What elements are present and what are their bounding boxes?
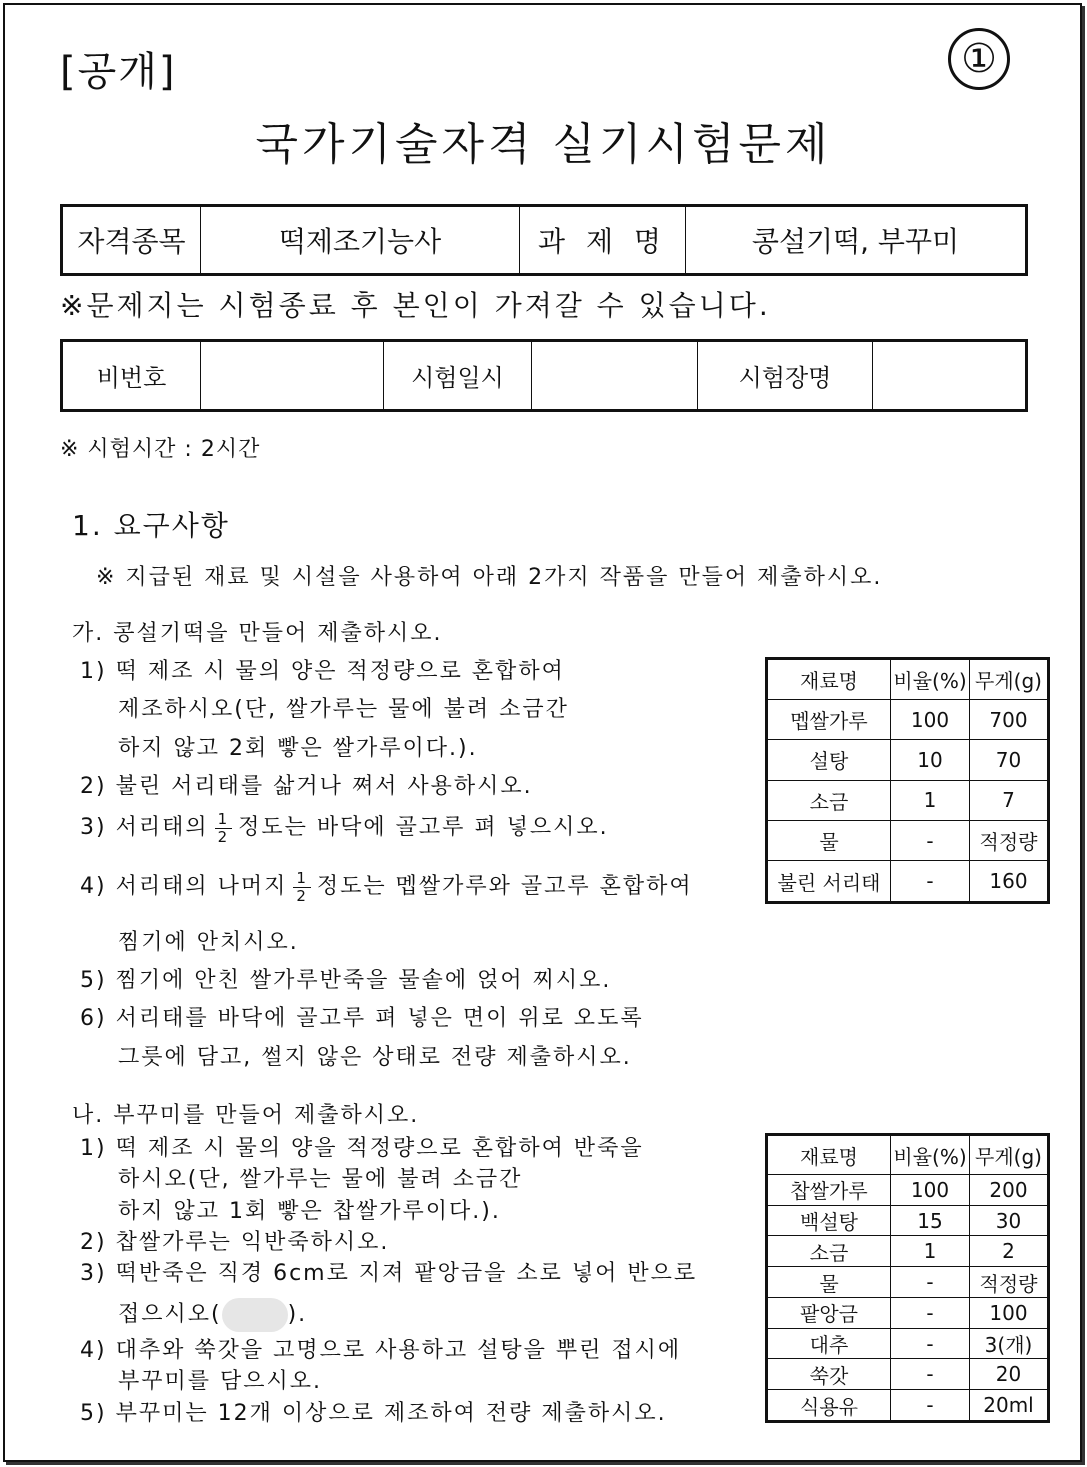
part-a-item-3-end: 정도는 바닥에 골고루 펴 넣으시오. — [238, 815, 609, 840]
part-b-title: 나. 부꾸미를 만들어 제출하시오. — [72, 1103, 420, 1128]
exam-site-label: 시험장명 — [698, 341, 873, 411]
qualification-value: 떡제조기능사 — [201, 206, 520, 275]
table-cell: 1 — [891, 780, 970, 820]
table-cell: - — [891, 1390, 970, 1422]
part-a-item-1: 1) 떡 제조 시 물의 양은 적정량으로 혼합하여 — [80, 659, 565, 684]
table-cell: - — [891, 1328, 970, 1359]
part-b-item-3-end: ). — [287, 1302, 308, 1327]
part-a-item-2: 2) 불린 서리태를 삶거나 쪄서 사용하시오. — [80, 774, 533, 799]
table-cell: 식용유 — [767, 1390, 891, 1422]
table-cell: 소금 — [767, 1236, 891, 1267]
part-b-item-3: 3) 떡반죽은 직경 6cm로 지져 팥앙금을 소로 넣어 반으로 — [80, 1261, 698, 1286]
table-cell: - — [891, 820, 970, 860]
part-b-item-1-cont: 하시오(단, 쌀가루는 물에 불려 소금간 — [118, 1167, 523, 1192]
part-b-item-4: 4) 대추와 쑥갓을 고명으로 사용하고 설탕을 뿌린 접시에 — [80, 1338, 682, 1363]
table-cell: 200 — [970, 1175, 1049, 1206]
table-cell: 백설탕 — [767, 1205, 891, 1236]
seat-number-label: 비번호 — [62, 341, 201, 411]
table-cell: - — [891, 861, 970, 903]
part-b-item-3-start: 접으시오( — [118, 1302, 222, 1327]
redacted-image — [222, 1298, 288, 1332]
exam-info-table — [60, 339, 1028, 412]
part-a-item-5: 5) 찜기에 안친 쌀가루반죽을 물솥에 얹어 찌시오. — [80, 968, 612, 993]
task-name-label: 과 제 명 — [520, 206, 686, 275]
ingredients-table-a — [765, 657, 1050, 904]
table-cell: - — [891, 1359, 970, 1390]
table-cell: 물 — [767, 820, 891, 860]
table-cell: 100 — [891, 1175, 970, 1206]
table-cell: 7 — [970, 780, 1049, 820]
table-cell: 15 — [891, 1205, 970, 1236]
part-a-item-4-end: 정도는 멥쌀가루와 골고루 혼합하여 — [316, 874, 693, 899]
table-cell: 2 — [970, 1236, 1049, 1267]
header-ratio: 비율(%) — [891, 659, 970, 700]
header-ingredient: 재료명 — [767, 1135, 891, 1175]
table-cell: 20 — [970, 1359, 1049, 1390]
table-cell: 160 — [970, 861, 1049, 903]
part-b-item-3-cont — [118, 1297, 307, 1332]
requirements-heading: 1. 요구사항 — [72, 509, 230, 542]
table-cell: 불린 서리태 — [767, 861, 891, 903]
task-name-value: 콩설기떡, 부꾸미 — [686, 206, 1027, 275]
table-cell: 설탕 — [767, 740, 891, 780]
table-cell: 1 — [891, 1236, 970, 1267]
table-cell: 물 — [767, 1267, 891, 1298]
page-title: 국가기술자격 실기시험문제 — [255, 119, 832, 170]
public-tag: [공개] — [60, 49, 177, 95]
fraction-half: $\frac{1}{2}$ — [215, 811, 233, 846]
header-ratio: 비율(%) — [891, 1135, 970, 1175]
qualification-table — [60, 204, 1028, 276]
header-weight: 무게(g) — [970, 1135, 1049, 1175]
part-a-item-3 — [80, 810, 609, 846]
table-cell: 쑥갓 — [767, 1359, 891, 1390]
table-cell: 적정량 — [970, 820, 1049, 860]
seat-number-field[interactable] — [201, 341, 384, 411]
part-a-item-6-cont: 그릇에 담고, 썰지 않은 상태로 전량 제출하시오. — [118, 1045, 632, 1070]
part-a-item-6: 6) 서리태를 바닥에 골고루 펴 넣은 면이 위로 오도록 — [80, 1006, 644, 1031]
part-a-item-1-cont: 하지 않고 2회 빻은 쌀가루이다.). — [118, 736, 478, 761]
table-cell: 적정량 — [970, 1267, 1049, 1298]
table-cell: 찹쌀가루 — [767, 1175, 891, 1206]
table-cell: 20ml — [970, 1390, 1049, 1422]
table-cell: 100 — [891, 700, 970, 740]
qualification-label: 자격종목 — [62, 206, 201, 275]
table-cell: 소금 — [767, 780, 891, 820]
table-cell: 대추 — [767, 1328, 891, 1359]
part-a-item-4-cont: 찜기에 안치시오. — [118, 930, 299, 955]
exam-date-label: 시험일시 — [384, 341, 532, 411]
part-a-title: 가. 콩설기떡을 만들어 제출하시오. — [72, 621, 443, 646]
table-cell: - — [891, 1267, 970, 1298]
part-a-item-3-start: 3) 서리태의 — [80, 815, 209, 840]
notice-text: ※문제지는 시험종료 후 본인이 가져갈 수 있습니다. — [60, 289, 771, 322]
page-number-circle: ① — [948, 28, 1010, 90]
part-a-item-4-start: 4) 서리태의 나머지 — [80, 874, 288, 899]
table-cell: 팥앙금 — [767, 1297, 891, 1328]
part-b-item-2: 2) 찹쌀가루는 익반죽하시오. — [80, 1230, 390, 1255]
part-b-item-4-cont: 부꾸미를 담으시오. — [118, 1369, 323, 1394]
table-cell: 70 — [970, 740, 1049, 780]
exam-site-field[interactable] — [873, 341, 1027, 411]
table-cell: - — [891, 1297, 970, 1328]
table-cell: 700 — [970, 700, 1049, 740]
part-b-item-1: 1) 떡 제조 시 물의 양을 적정량으로 혼합하여 반죽을 — [80, 1136, 644, 1161]
exam-date-field[interactable] — [532, 341, 698, 411]
part-b-item-5: 5) 부꾸미는 12개 이상으로 제조하여 전량 제출하시오. — [80, 1401, 667, 1426]
exam-time: ※ 시험시간 : 2시간 — [60, 437, 261, 462]
ingredients-table-b — [765, 1133, 1050, 1423]
requirements-intro: ※ 지급된 재료 및 시설을 사용하여 아래 2가지 작품을 만들어 제출하시오. — [96, 565, 883, 590]
part-a-item-1-cont: 제조하시오(단, 쌀가루는 물에 불려 소금간 — [118, 697, 569, 722]
fraction-half: $\frac{1}{2}$ — [293, 870, 311, 905]
header-weight: 무게(g) — [970, 659, 1049, 700]
table-cell: 100 — [970, 1297, 1049, 1328]
table-cell: 3(개) — [970, 1328, 1049, 1359]
part-a-item-4 — [80, 869, 693, 905]
table-cell: 멥쌀가루 — [767, 700, 891, 740]
header-ingredient: 재료명 — [767, 659, 891, 700]
part-b-item-1-cont: 하지 않고 1회 빻은 찹쌀가루이다.). — [118, 1199, 501, 1224]
table-cell: 30 — [970, 1205, 1049, 1236]
table-cell: 10 — [891, 740, 970, 780]
